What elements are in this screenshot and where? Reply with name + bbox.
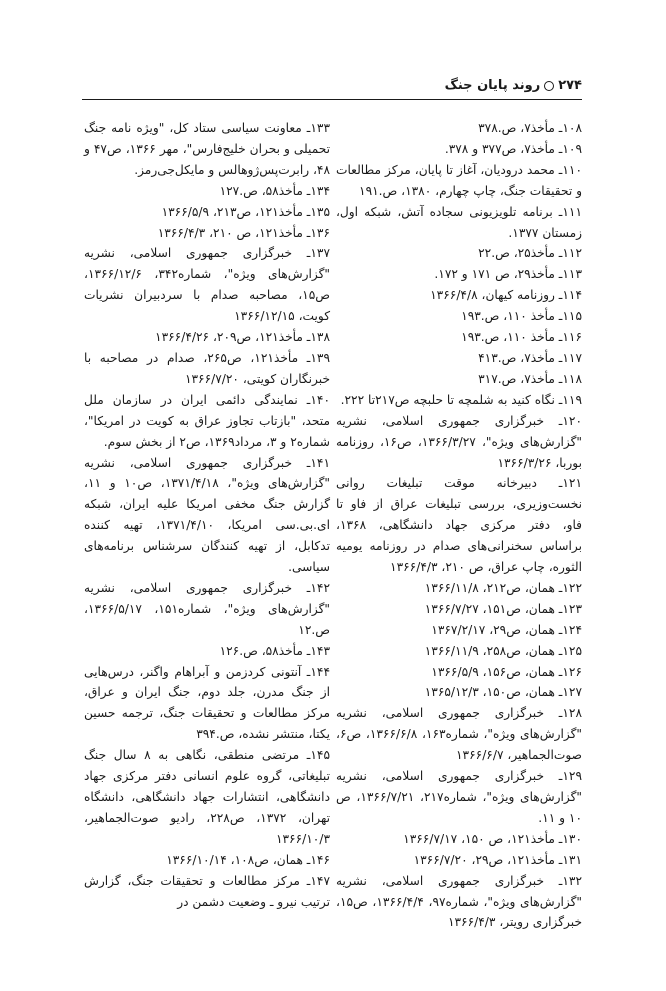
footnote-138: ۱۳۸ـ مأخذ۱۲۱، ص۲۰۹، ۱۳۶۶/۴/۲۶: [155, 330, 330, 345]
footnote-121: ۱۲۱ـ دبیرخانه موقت تبلیغات روانی نخست‌وزیری، بررسی تبلیغات عراق از فاو تا فاو، دفتر مرکزی جهاد دانشگاهی، ۱۳۶۸، براساس سخنرانی‌های صدام در روزنامه یومیه الثوره، چاپ عراق، ص ۲۱۰، ۱۳۶۶/۴/۳: [336, 476, 582, 575]
footnote-114: ۱۱۴ـ روزنامه کیهان، ۱۳۶۶/۴/۸: [430, 288, 582, 303]
footnote-125: ۱۲۵ـ همان، ص۲۵۸، ۱۳۶۶/۱۱/۹: [424, 643, 582, 658]
footnote-144: ۱۴۴ـ آنتونی کردزمن و آبراهام واگنر، درس‌هایی از جنگ مدرن، جلد دوم، جنگ ایران و عراق، مرکز مطالعات و تحقیقات جنگ، ترجمه حسین یکتا، منتشر نشده، ص.۳۹۴: [84, 664, 330, 742]
footnote-109: ۱۰۹ـ مأخذ۷، ص۳۷۷ و ۳۷۸.: [444, 141, 582, 156]
running-title: روند پایان جنگ: [444, 78, 541, 93]
footnote-132: ۱۳۲ـ خبرگزاری جمهوری اسلامی، نشریه "گزارش‌های ویژه"، شماره۹۷، ۱۳۶۶/۴/۴، ص۱۵، خبرگزاری رویتر، ۱۳۶۶/۴/۳: [336, 873, 582, 930]
footnote-113: ۱۱۳ـ مأخذ۲۹، ص ۱۷۱ و ۱۷۲.: [434, 267, 582, 282]
footnote-131: ۱۳۱ـ مأخذ۱۲۱، ص۲۹، ۱۳۶۶/۷/۲۰: [413, 852, 582, 867]
footnote-139: ۱۳۹ـ مأخذ۱۲۱، ص۲۶۵، صدام در مصاحبه با خبرنگاران کویتی، ۱۳۶۶/۷/۲۰: [84, 350, 330, 386]
footnote-145: ۱۴۵ـ مرتضی منطقی، نگاهی به ۸ سال جنگ تبلیغاتی، گروه علوم انسانی دفتر مرکزی جهاد دانشگاهی، انتشارات جهاد دانشگاهی، دانشگاه تهران، ۱۳۷۲، ص۲۲۸، رادیو صوت‌الجماهیر، ۱۳۶۶/۱۰/۳: [84, 748, 330, 846]
footnote-116: ۱۱۶ـ مأخذ ۱۱۰، ص.۱۹۳: [461, 330, 582, 345]
notes-column-right: [336, 118, 582, 933]
footnote-111: ۱۱۱ـ برنامه تلویزیونی سجاده آتش، شبکه اول، زمستان ۱۳۷۷.: [336, 204, 582, 240]
footnote-136: ۱۳۶ـ مأخذ۱۲۱، ص ۲۱۰، ۱۳۶۶/۴/۳: [157, 225, 330, 240]
footnote-120: ۱۲۰ـ خبرگزاری جمهوری اسلامی، نشریه "گزارش‌های ویژه"، ۱۳۶۶/۳/۲۷، ص۱۶، روزنامه بوربا، ۱۳۶۶/۳/۲۶: [336, 413, 582, 470]
footnote-108: ۱۰۸ـ مأخذ۷، ص.۳۷۸: [478, 121, 582, 135]
footnote-127: ۱۲۷ـ همان، ص۱۵۰، ۱۳۶۵/۱۲/۳: [424, 685, 582, 700]
footnote-122: ۱۲۲ـ همان، ص۲۱۲، ۱۳۶۶/۱۱/۸: [424, 580, 582, 595]
footnote-112: ۱۱۲ـ مأخذ۲۵، ص.۲۲: [478, 246, 582, 261]
footnote-140: ۱۴۰ـ نمایندگی دائمی ایران در سازمان ملل متحد، "بازتاب تجاوز عراق به کویت در امریکا"، شماره۲ و ۳، مرداد۱۳۶۹، ص۲ از بخش سوم.: [84, 392, 330, 449]
footnote-130: ۱۳۰ـ مأخذ۱۲۱، ص ۱۵۰، ۱۳۶۶/۷/۱۷: [403, 831, 582, 846]
footnote-126: ۱۲۶ـ همان، ص۱۵۶، ۱۳۶۶/۵/۹: [431, 664, 582, 679]
footnote-129: ۱۲۹ـ خبرگزاری جمهوری اسلامی، نشریه "گزارش‌های ویژه"، شماره۲۱۷، ۱۳۶۶/۷/۲۱، ص ۱۰ و ۱۱.: [336, 769, 582, 825]
footnote-119: ۱۱۹ـ نگاه کنید به شلمچه تا حلبچه ص۲۱۷تا ۲۲۲.: [340, 392, 582, 407]
header-rule: [82, 99, 582, 100]
footnote-147: ۱۴۷ـ مرکز مطالعات و تحقیقات جنگ، گزارش ترتیب نیرو ـ وضعیت دشمن در: [84, 873, 330, 909]
footnote-146: ۱۴۶ـ همان، ص۱۰۸، ۱۳۶۶/۱۰/۱۴: [166, 852, 330, 867]
footnote-123: ۱۲۳ـ همان، ص۱۵۱، ۱۳۶۶/۷/۲۷: [424, 601, 582, 616]
running-head: [445, 78, 582, 93]
footnote-143: ۱۴۳ـ مأخذ۵۸، ص.۱۲۶: [219, 643, 330, 658]
footnote-117: ۱۱۷ـ مأخذ۷، ص.۴۱۳: [478, 350, 582, 365]
footnote-134: ۱۳۴ـ مأخذ۵۸، ص.۱۲۷: [219, 183, 330, 198]
footnote-118: ۱۱۸ـ مأخذ۷، ص.۳۱۷: [478, 371, 582, 386]
footnote-142: ۱۴۲ـ خبرگزاری جمهوری اسلامی، نشریه "گزارش‌های ویژه"، شماره۱۵۱، ۱۳۶۶/۵/۱۷، ص.۱۲: [84, 580, 330, 637]
footnote-141: ۱۴۱ـ خبرگزاری جمهوری اسلامی، نشریه "گزارش‌های ویژه"، ۱۳۷۱/۴/۱۸، ص۱۰ و ۱۱، گزارش جنگ مخفی امریکا علیه ایران، شبکه ای.بی.سی امریکا، ۱۳۷۱/۴/۱۰، تهیه کننده تدکابل، از تهیه کنندگان سرشناس برنامه‌های سیاسی.: [84, 455, 330, 575]
footnote-124: ۱۲۴ـ همان، ص۲۹، ۱۳۶۷/۲/۱۷: [431, 622, 582, 637]
footnote-115: ۱۱۵ـ مأخذ ۱۱۰، ص.۱۹۳: [461, 309, 582, 324]
footnote-137: ۱۳۷ـ خبرگزاری جمهوری اسلامی، نشریه "گزارش‌های ویژه"، شماره۳۴۲، ۱۳۶۶/۱۲/۶، ص۱۵، مصاحبه صدام با سردبیران نشریات کویت، ۱۳۶۶/۱۲/۱۵: [84, 246, 330, 324]
footnote-110: ۱۱۰ـ محمد درودیان، آغاز تا پایان، مرکز مطالعات و تحقیقات جنگ، چاپ چهارم، ۱۳۸۰، ص.۱۹۱: [336, 162, 582, 198]
footnote-133: ۱۳۳ـ معاونت سیاسی ستاد کل، "ویژه نامه جنگ تحمیلی و بحران خلیج‌فارس"، مهر ۱۳۶۶، ص۴۷ و ۴۸، رابرت‌پس‌ژوهالس و مایکل‌جی‌رمز.: [84, 121, 331, 177]
notes-column-left: [84, 118, 330, 912]
footnote-128: ۱۲۸ـ خبرگزاری جمهوری اسلامی، نشریه "گزارش‌های ویژه"، شماره۱۶۳، ۱۳۶۶/۶/۸، ص۶، صوت‌الجماهیر، ۱۳۶۶/۶/۷: [336, 706, 582, 763]
bullet-circle-icon: [544, 81, 554, 91]
footnote-135: ۱۳۵ـ مأخذ۱۲۱، ص۲۱۳، ۱۳۶۶/۵/۹: [161, 204, 330, 219]
page-number: ۲۷۴: [558, 78, 582, 93]
